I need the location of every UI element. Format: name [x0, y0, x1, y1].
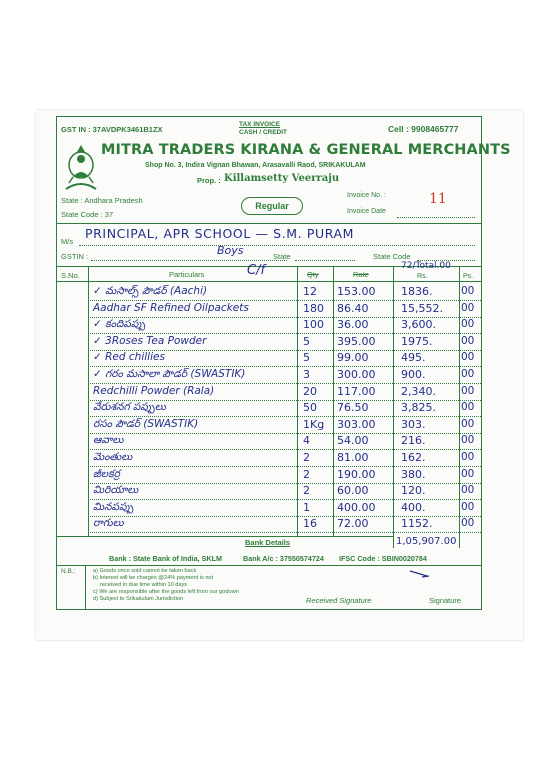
tax-invoice [56, 116, 511, 610]
row-ps: 00 [461, 401, 475, 414]
nb-label: N.B.: [61, 568, 76, 575]
row-rs: 2,340. [401, 384, 436, 398]
row-rs: 1152. [401, 517, 433, 531]
row-qty: 2 [303, 467, 310, 481]
note-b: b) Interest will be charges @24% payment is not [93, 575, 214, 581]
table-bottom-border [57, 536, 393, 537]
row-rate: 72.00 [337, 517, 369, 531]
bank-account: Bank A/c : 37550574724 [243, 554, 324, 563]
signature-scribble [409, 569, 431, 579]
ifsc-code: IFSC Code : SBIN0020784 [339, 554, 427, 563]
row-qty: 16 [303, 517, 317, 531]
row-item: ✓ మసాల్స్ పౌడర్ (Aachi) [93, 285, 208, 297]
seller-state: State : Andhara Pradesh [61, 196, 143, 205]
row-rate: 76.50 [337, 401, 369, 415]
row-item: మెంతులు [93, 451, 133, 463]
row-item: జీలకర్ర [93, 467, 120, 480]
row-rate: 303.00 [337, 417, 376, 431]
row-rs: 3,825. [401, 401, 436, 415]
row-ps: 00 [461, 500, 475, 513]
cell-number: Cell : 9908465777 [388, 124, 459, 134]
grand-total: 1,05,907.00 [396, 536, 457, 547]
row-rs: 216. [401, 434, 426, 448]
col-header-rate: Rate [353, 270, 369, 279]
terms-notes [93, 568, 239, 603]
row-qty: 3 [303, 368, 310, 381]
col-header-ps: Ps. [463, 273, 474, 280]
row-ps: 00 [461, 467, 475, 480]
ms-label: M/s [61, 237, 74, 246]
row-item: Aadhar SF Refined Oilpackets [93, 301, 249, 314]
row-item: రసం పౌడర్ (SWASTIK) [93, 417, 199, 430]
row-ps: 00 [461, 285, 475, 297]
row-rs: 400. [401, 500, 426, 514]
note-c: c) We are responsible after the goods left from our godown [93, 589, 239, 595]
row-rate: 54.00 [337, 434, 369, 448]
row-ps: 00 [461, 301, 475, 314]
row-qty: 2 [303, 484, 310, 498]
footer-divider [57, 565, 481, 566]
shop-name: MITRA TRADERS KIRANA & GENERAL MERCHANTS [101, 142, 511, 158]
state-line [295, 260, 355, 261]
row-rate: 60.00 [337, 484, 369, 498]
row-qty: 2 [303, 451, 310, 464]
row-rate: 153.00 [337, 285, 376, 298]
row-rs: 1975. [401, 334, 433, 348]
row-rs: 1836. [401, 285, 433, 298]
row-rs: 303. [401, 417, 426, 431]
row-qty: 1Kg [303, 417, 325, 431]
received-signature-label: Received Signature [306, 596, 372, 605]
col-header-qty: Qty [307, 270, 319, 279]
row-qty: 180 [303, 301, 324, 315]
note-b-cont: received in due time within 10 days [100, 582, 188, 588]
row-rs: 162. [401, 451, 426, 464]
bank-details-label: Bank Details [245, 538, 291, 547]
proprietor-name: Killamsetty Veerraju [224, 173, 340, 184]
col-header-particulars: Particulars [169, 270, 205, 279]
row-rate: 395.00 [337, 334, 376, 348]
row-ps: 00 [461, 334, 475, 347]
total-note: 72/Total.00 [401, 261, 451, 271]
row-qty: 50 [303, 401, 317, 415]
row-rate: 300.00 [337, 368, 376, 381]
row-rate: 190.00 [337, 467, 376, 481]
row-qty: 5 [303, 334, 310, 348]
row-rs: 120. [401, 484, 426, 498]
row-rate: 117.00 [337, 384, 376, 398]
row-qty: 1 [303, 500, 310, 514]
gstin-number: GST IN : 37AVDPK3461B1ZX [61, 125, 163, 134]
row-ps: 00 [461, 417, 475, 430]
row-item: ఆవాలు [93, 434, 124, 447]
row-qty: 5 [303, 351, 310, 365]
row-qty: 4 [303, 434, 310, 448]
proprietor-label: Prop. : [197, 176, 221, 185]
state-code-label: State Code [373, 252, 411, 261]
row-qty: 100 [303, 318, 324, 332]
header-divider [57, 223, 481, 224]
state-label: State [273, 252, 291, 261]
row-rs: 3,600. [401, 318, 436, 332]
row-item: ✓ 3Roses Tea Powder [93, 334, 207, 347]
shop-address: Shop No. 3, Indira Vignan Bhawan, Arasavalli Raod, SRIKAKULAM [145, 162, 366, 169]
row-rs: 495. [401, 351, 426, 365]
row-ruling [88, 532, 481, 533]
invoice-date-line [397, 217, 475, 218]
col-divider-rs [459, 266, 460, 548]
col-divider-sno [88, 266, 89, 536]
seller-state-code: State Code : 37 [61, 210, 114, 219]
col-header-rs: Rs. [417, 273, 428, 280]
row-item: Redchilli Powder (Rala) [93, 384, 215, 397]
deity-logo [63, 143, 99, 191]
cash-credit-label: CASH / CREDIT [239, 129, 288, 136]
col-divider-rate [393, 266, 394, 548]
gstin-line [91, 260, 287, 261]
boys-note: Boys [217, 244, 244, 257]
row-rate: 81.00 [337, 451, 369, 464]
row-qty: 12 [303, 285, 317, 298]
row-ps: 00 [461, 517, 475, 530]
col-header-sno: S.No. [61, 271, 80, 280]
row-item: మిరియాలు [93, 484, 139, 497]
row-ps: 00 [461, 484, 475, 497]
row-ps: 00 [461, 318, 475, 331]
cf-note: C/f [247, 263, 266, 278]
customer-name: PRINCIPAL, APR SCHOOL — S.M. PURAM [85, 226, 355, 241]
col-divider-qty [333, 266, 334, 536]
row-ps: 00 [461, 368, 475, 380]
row-ps: 00 [461, 451, 475, 463]
row-ps: 00 [461, 384, 475, 397]
customer-line [79, 245, 475, 246]
row-rate: 400.00 [337, 500, 376, 514]
table-header-border [57, 281, 481, 282]
row-qty: 20 [303, 384, 317, 398]
row-item: రాగులు [93, 517, 124, 530]
row-rate: 86.40 [337, 301, 369, 315]
tax-invoice-label: TAX INVOICE [239, 121, 281, 128]
invoice-number: 11 [429, 191, 447, 207]
row-rs: 380. [401, 467, 426, 481]
invoice-no-label: Invoice No. : [347, 192, 386, 199]
nb-divider [85, 565, 86, 609]
col-divider-particulars [297, 266, 298, 536]
row-rs: 15,552. [401, 301, 443, 315]
note-a: a) Goods once sold cannot be taken back [93, 568, 197, 574]
row-item: మినపప్పు [93, 500, 134, 513]
row-ps: 00 [461, 351, 475, 364]
row-item: వేరుశనగ పప్పులు [93, 401, 166, 414]
row-item: ✓ కందిపప్పు [93, 318, 146, 331]
row-rs: 900. [401, 368, 426, 381]
row-rate: 36.00 [337, 318, 369, 332]
regular-badge: Regular [241, 197, 303, 215]
bank-name: Bank : State Bank of India, SKLM [109, 554, 223, 563]
note-d: d) Subject to Srikakulam Jurisdiction [93, 596, 184, 602]
row-item: ✓ Red chillies [93, 351, 165, 364]
invoice-date-label: Invoice Date [347, 208, 386, 215]
signature-label: Signature [429, 596, 462, 605]
row-ps: 00 [461, 434, 475, 447]
gstin-label: GSTIN : [61, 252, 89, 261]
row-rate: 99.00 [337, 351, 369, 365]
row-item: ✓ గరం మసాలా పౌడర్ (SWASTIK) [93, 368, 246, 380]
